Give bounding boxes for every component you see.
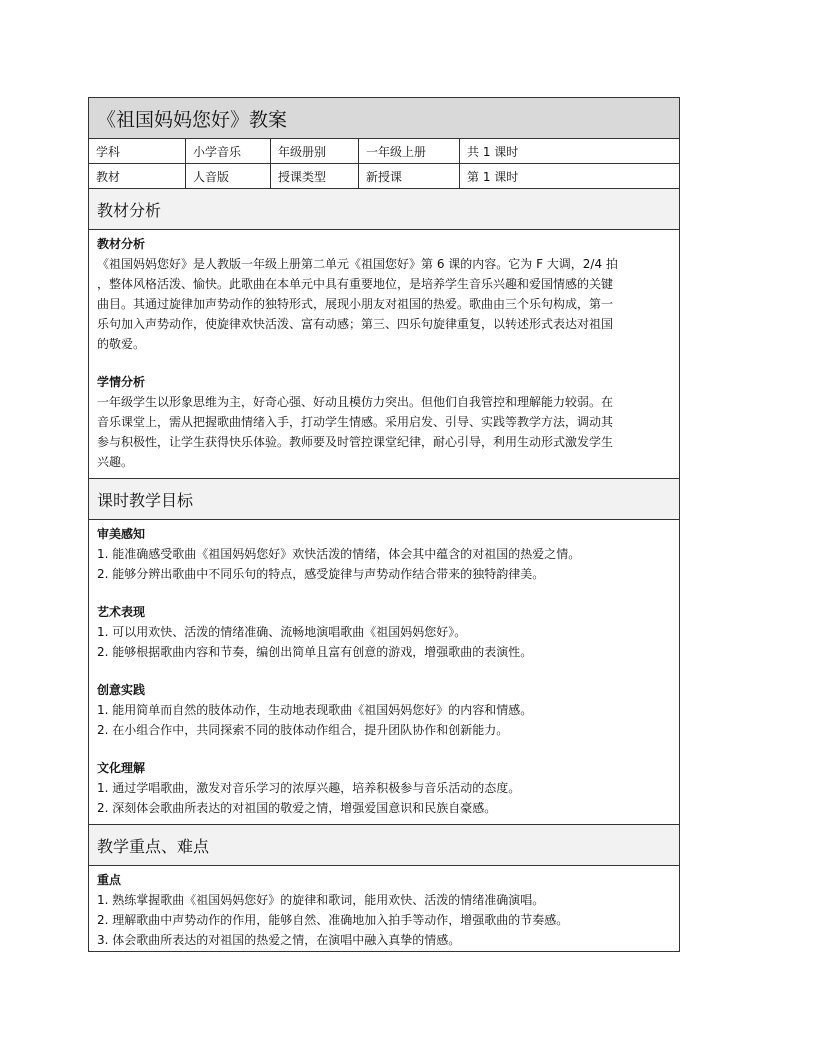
lesson-plan-document: [88, 97, 680, 952]
info-value-textbook: 人音版: [186, 164, 271, 188]
info-total-periods: 共 1 课时: [467, 144, 519, 159]
info-label-lesson-type: 授课类型: [271, 164, 359, 188]
keypoint-item: 1. 熟练掌握歌曲《祖国妈妈您好》的旋律和歌词，能用欢快、活泼的情绪准确演唱。: [97, 893, 545, 907]
student-line: 音乐课堂上，需从把握歌曲情绪入手，打动学生情感。采用启发、引导、实践等教学方法，调动其: [97, 415, 614, 429]
goal-group-title: 创意实践: [97, 683, 146, 697]
section-heading-goals: 课时教学目标: [89, 479, 679, 520]
goal-item: 2. 在小组合作中，共同探索不同的肢体动作组合，提升团队协作和创新能力。: [97, 723, 509, 737]
student-line: 参与积极性，让学生获得快乐体验。教师要及时管控课堂纪律，耐心引导，利用生动形式激发学生: [97, 435, 614, 449]
material-line: 曲目。其通过旋律加声势动作的独特形式，展现小朋友对祖国的热爱。歌曲由三个乐句构成，第一: [97, 297, 614, 311]
section-heading-keypoints: 教学重点、难点: [89, 825, 679, 866]
student-line: 一年级学生以形象思维为主，好奇心强、好动且模仿力突出。但他们自我管控和理解能力较弱。在: [97, 395, 614, 409]
subheading-student: 学情分析: [97, 375, 146, 389]
document-title: 《祖国妈妈您好》教案: [89, 98, 679, 139]
info-label-subject: 学科: [89, 139, 186, 163]
info-current-period: 第 1 课时: [467, 169, 519, 184]
goal-group-title: 文化理解: [97, 761, 146, 775]
keypoint-item: 2. 理解歌曲中声势动作的作用，能够自然、准确地加入拍手等动作，增强歌曲的节奏感。: [97, 913, 569, 927]
material-line: 乐句加入声势动作，使旋律欢快活泼、富有动感；第三、四乐句旋律重复，以转述形式表达对祖国: [97, 317, 614, 331]
info-row-2: [89, 164, 679, 189]
material-line: ，整体风格活泼、愉快。此歌曲在本单元中具有重要地位，是培养学生音乐兴趣和爱国情感的关键: [97, 277, 614, 291]
info-label-grade: 年级册别: [271, 139, 359, 163]
student-line: 兴趣。: [97, 455, 134, 469]
info-row-1: [89, 139, 679, 164]
goal-item: 1. 可以用欢快、活泼的情绪准确、流畅地演唱歌曲《祖国妈妈您好》。: [97, 625, 467, 639]
goal-item: 1. 能用简单而自然的肢体动作，生动地表现歌曲《祖国妈妈您好》的内容和情感。: [97, 703, 533, 717]
section-heading-analysis: 教材分析: [89, 189, 679, 230]
info-value-lesson-type: 新授课: [359, 164, 460, 188]
goal-item: 1. 能准确感受歌曲《祖国妈妈您好》欢快活泼的情绪，体会其中蕴含的对祖国的热爱之情。: [97, 547, 581, 561]
goal-item: 2. 能够根据歌曲内容和节奏，编创出简单且富有创意的游戏，增强歌曲的表演性。: [97, 645, 533, 659]
keypoint-item: 3. 体会歌曲所表达的对祖国的热爱之情，在演唱中融入真挚的情感。: [97, 933, 461, 947]
goal-item: 1. 通过学唱歌曲，激发对音乐学习的浓厚兴趣，培养积极参与音乐活动的态度。: [97, 781, 521, 795]
goal-group-title: 审美感知: [97, 527, 146, 541]
section-body-goals: [89, 520, 679, 825]
material-line: 的敬爱。: [97, 337, 146, 351]
info-value-grade: 一年级上册: [359, 139, 460, 163]
section-body-keypoints: [89, 866, 679, 956]
info-value-subject: 小学音乐: [186, 139, 271, 163]
goal-group-title: 艺术表现: [97, 605, 146, 619]
material-line: 《祖国妈妈您好》是人教版一年级上册第二单元《祖国您好》第 6 课的内容。它为 F 大调，2/4 拍: [97, 257, 618, 271]
section-body-analysis: [89, 230, 679, 479]
goal-item: 2. 能够分辨出歌曲中不同乐句的特点，感受旋律与声势动作结合带来的独特韵律美。: [97, 567, 545, 581]
goal-item: 2. 深刻体会歌曲所表达的对祖国的敬爱之情，增强爱国意识和民族自豪感。: [97, 801, 497, 815]
info-label-textbook: 教材: [89, 164, 186, 188]
keypoints-title: 重点: [97, 873, 122, 887]
subheading-material: 教材分析: [97, 237, 146, 251]
